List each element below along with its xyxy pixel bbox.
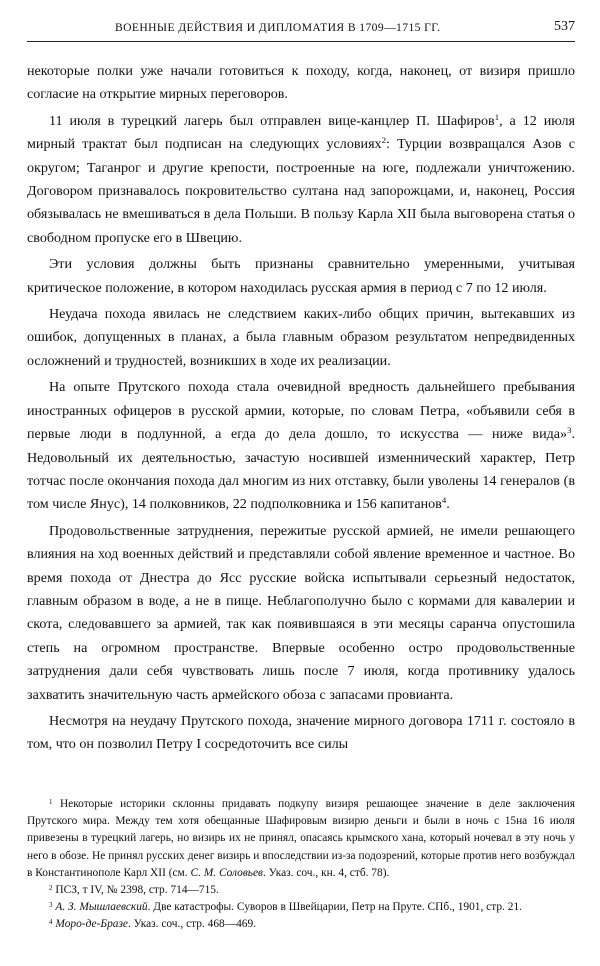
footnote-ref-3: 3	[567, 425, 572, 436]
paragraph-6: Продовольственные затруднения, пережитые русской армией, не имели решающего влияния на ход военных действий и представляли собой явление временное и частное. Во время похода от Днестра до Ясс русские войска испытывали серьезный недостаток, главным образом в воде, а не в пище. Неблагополучно было с кормами для кавалерии и скота, следовавшего за армией, так как появившаяся в эти месяцы саранча опустошила степь на огромном пространстве. Впервые особенно остро продовольственные затруднения дали себя чувствовать лишь после 7 июля, когда противнику удалось захватить значительную часть армейского обоза с запасами провианта.	[27, 522, 575, 703]
footnote-author: А. З. Мышлаевский	[55, 901, 148, 914]
paragraph-5: На опыте Прутского похода стала очевидной вредность дальнейшего пребывания иностранных офицеров в русской армии, которые, по словам Петра, «объявили себя в первые люди в подлунной, а егда до дела дошло, то искусства — ниже вида»$^3$. Недовольный их деятельностью, зачастую носившей изменнический характер, Петр тотчас после окончания похода дал многим из них отставку, были уволены 14 генералов (в том числе Янус), 14 полковников, 22 подполковника и 156 капитанов$^4$.	[27, 379, 575, 513]
body-text	[27, 60, 575, 757]
paragraph-4: Неудача похода явилась не следствием каких-либо общих причин, вытекавших из ошибок, допущенных в планах, а была главным образом результатом непредвиденных осложнений и трудностей, возникших в ходе их реализации.	[27, 306, 575, 369]
footnote-ref-1: 1	[494, 112, 500, 123]
header-rule	[27, 41, 575, 42]
running-title: ВОЕННЫЕ ДЕЙСТВИЯ И ДИПЛОМАТИЯ В 1709—1715 ГГ.	[115, 21, 441, 34]
paragraph-7: Несмотря на неудачу Прутского похода, значение мирного договора 1711 г. состояло в том, что он позволил Петру I сосредоточить все силы	[27, 712, 575, 753]
footnote-2: $^2$ ПСЗ, т IV, № 2398, стр. 714—715.	[49, 883, 219, 897]
paragraph-2: 11 июля в турецкий лагерь был отправлен вице-канцлер П. Шафиров$^1$, а 12 июля мирный трактат был подписан на следующих условиях$^2$: Турции возвращался Азов с округом; Таганрог и другие крепости, построенные на юге, подлежали уничтожению. Договором признавалось покровительство султана над запорожцами, и, наконец, Россия обязывалась не вмешиваться в дела Польши. В пользу Карла XII была выговорена статья о свободном пропуске его в Швецию.	[27, 112, 576, 246]
footnote-1: $^1$ Некоторые историки склонны придавать подкупу визиря решающее значение в деле заключения Прутского мира. Между тем хотя обещанные Шафировым визирю деньги и были в ночь с 15на 16 июля привезены в турецкий лагерь, но визирь их не принял, опасаясь крымского хана, который ночевал в эту ночь у него в обозе. Не принял русских денег визирь и впоследствии из-за подозрений, которые против него возбуждал в Константинополе Карл XII (см. С. М. Соловьев. Указ. соч., кн. 4, стб. 78).	[27, 797, 575, 879]
paragraph-3: Эти условия должны быть признаны сравнительно умеренными, учитывая критическое положение, в котором находилась русская армия в период с 7 по 12 июля.	[27, 256, 575, 296]
footnote-author: С. М. Соловьев	[190, 866, 263, 879]
running-head	[27, 19, 575, 41]
paragraph-1: некоторые полки уже начали готовиться к походу, когда, наконец, от визиря пришло согласие на открытие мирных переговоров.	[27, 63, 575, 103]
footnote-ref-4: 4	[441, 495, 447, 506]
footnote-4: $^4$ Моро-де-Бразе. Указ. соч., стр. 468—469.	[49, 918, 257, 931]
footnotes	[27, 796, 575, 934]
footnote-ref-2: 2	[381, 135, 386, 146]
footnote-3: $^3$ А. З. Мышлаевский. Две катастрофы. Суворов в Швейцарии, Петр на Пруте. СПб., 1901, стр. 21.	[49, 901, 522, 914]
footnote-author: Моро-де-Бразе	[55, 918, 128, 931]
page-number: 537	[554, 19, 575, 34]
